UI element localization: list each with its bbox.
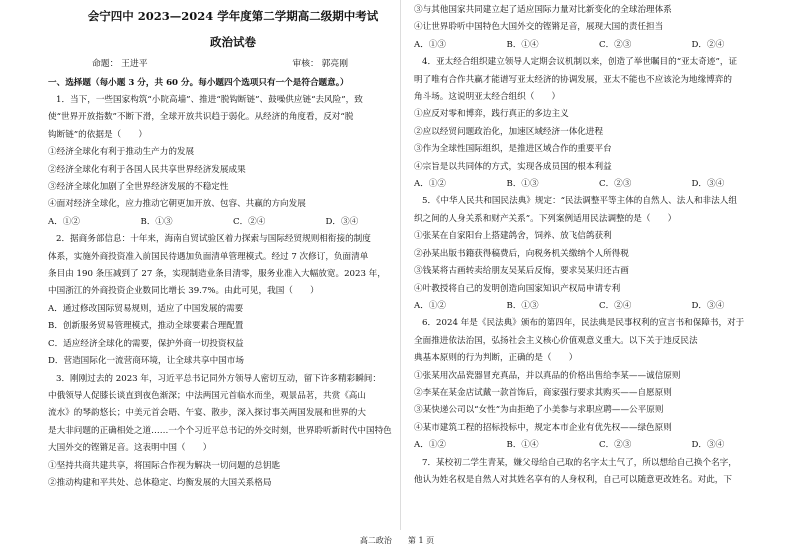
q5-item: ①张某在自家阳台上搭建鸽舍，饲养、放飞信鸽获利 <box>414 231 612 242</box>
question-3 <box>48 371 418 493</box>
q3-stem-line: 3．刚刚过去的 2023 年，习近平总书记同外方领导人密切互动，留下许多精彩瞬间： <box>56 373 381 384</box>
q1-option-c: C．②④ <box>233 216 266 227</box>
q2-option-b: B．创新服务贸易管理模式，推动全球要素合理配置 <box>48 321 244 332</box>
q4-stem-line: 明了唯有合作共赢才能谱写亚太经济的协调发展，亚太不能也不应该沦为地缘博弈的 <box>414 74 732 85</box>
q6-item: ①张某用次品瓷器冒充真品，并以真品的价格出售给李某——诚信原则 <box>414 370 681 381</box>
q4-stem-line: 角斗场。这说明亚太经合组织（ ） <box>414 92 561 103</box>
q6-option-d: D．③④ <box>691 440 725 451</box>
q4-item: ②应以经贸问题政治化，加速区域经济一体化进程 <box>414 126 604 137</box>
q5-option-a: A．①② <box>414 300 446 311</box>
question-7 <box>414 455 784 490</box>
q6-options <box>414 437 784 454</box>
q3-item: ①坚持共商共建共享，将国际合作视为解决一切问题的总钥匙 <box>48 460 281 471</box>
q4-item: ①应反对零和博弈，践行真正的多边主义 <box>414 109 569 120</box>
q3-item: ④让世界聆听中国特色大国外交的铿锵足音，展现大国的责任担当 <box>414 22 664 33</box>
q4-stem-line: 4．亚太经合组织建立领导人定期会议机制以来，创造了举世瞩目的“亚太奇迹”，证 <box>422 57 738 68</box>
q6-option-c: C．②③ <box>599 440 632 451</box>
q4-item: ④宗旨是以共同体的方式，实现各成员国的根本利益 <box>414 161 612 172</box>
section-heading: 一、选择题（每小题 3 分，共 60 分。每小题四个选项只有一个是符合题意。） <box>48 78 349 88</box>
exam-subtitle: 政治试卷 <box>210 35 256 49</box>
question-1 <box>48 92 418 231</box>
q5-option-c: C．②④ <box>599 300 632 311</box>
q6-stem-line: 全面推进依法治国，弘扬社会主义核心价值观意义重大。以下关于违反民法 <box>414 335 698 346</box>
q5-item: ②孙某出版书籍获得稿费后，向税务机关缴纳个人所得税 <box>414 248 629 259</box>
q5-option-b: B．①③ <box>506 300 539 311</box>
q4-option-a: A．①② <box>414 179 446 190</box>
q3-options <box>414 37 784 54</box>
q1-option-b: B．①③ <box>140 216 173 227</box>
q3-item: ②推动构建和平共处、总体稳定、均衡发展的大国关系格局 <box>48 477 272 488</box>
q3-option-b: B．①④ <box>506 39 539 50</box>
q6-stem-line: 6．2024 年是《民法典》颁布的第四年，民法典是民事权利的宣言书和保障书，对于 <box>422 318 745 329</box>
question-6 <box>414 315 784 454</box>
q4-option-b: B．①③ <box>506 179 539 190</box>
page-footer: 高二政治 第 1 页 <box>359 536 435 545</box>
q2-option-d: D．营造国际化一流营商环境，让全球共享中国市场 <box>48 356 244 367</box>
author: 命题： 王进平 <box>92 59 148 69</box>
q2-stem-line: 2．据商务部信息：十年来，海南自贸试验区着力探索与国际经贸规则相衔接的制度 <box>56 234 371 245</box>
q6-stem-line: 典基本原则的行为判断，正确的是（ ） <box>414 353 578 364</box>
q5-options <box>414 298 784 315</box>
q7-stem-line: 他认为姓名权是自然人对其姓名享有的人身权利，自己可以随意更改姓名。对此，下 <box>414 474 732 485</box>
left-column <box>48 0 418 492</box>
q3-option-c: C．②③ <box>599 39 632 50</box>
q2-option-a: A．通过修改国际贸易规则，适应了中国发展的需要 <box>48 303 244 314</box>
q7-stem-line: 7．某校初二学生青某，嫌父母给自己取的名字太土气了，所以想给自己换个名字， <box>422 457 737 468</box>
question-2 <box>48 231 418 370</box>
q6-item: ②李某在某金店试戴一款首饰后，商家强行要求其购买——自愿原则 <box>414 387 672 398</box>
question-5 <box>414 193 784 315</box>
q1-option-d: D．③④ <box>325 216 359 227</box>
q3-stem-line: 大国外交的铿锵足音。这表明中国（ ） <box>48 443 212 454</box>
q3-stem-line: 流水》的琴韵悠长；中美元首会晤、午宴、散步，深入探讨事关两国发展和世界的大 <box>48 408 366 419</box>
q1-options <box>48 214 418 231</box>
q2-stem-line: 条目由 190 条压减到了 27 条，实现制造业条目清零，服务业准入大幅放宽。2023 年， <box>48 269 386 280</box>
q3-item: ③与其他国家共同建立起了适应国际力量对比新变化的全球治理体系 <box>414 5 672 15</box>
q1-option-a: A．①② <box>48 216 80 227</box>
q3-option-a: A．①③ <box>414 39 446 50</box>
q1-item: ④面对经济全球化，应力推动它朝更加开放、包容、共赢的方向发展 <box>48 199 306 210</box>
q3-stem-line: 中俄领导人促膝长谈直到夜色渐深；中法两国元首临水而坐，观景品茗，共赏《高山 <box>48 390 366 401</box>
q2-stem-line: 体系，实施外商投资准入前国民待遇加负面清单管理模式。经过 7 次修订，负面清单 <box>48 251 369 262</box>
q4-option-c: C．②③ <box>599 179 632 190</box>
exam-title: 会宁四中 2023—2024 学年度第二学期高二级期中考试 <box>87 9 379 23</box>
reviewer: 审核： 郭亮刚 <box>292 59 348 69</box>
q5-option-d: D．③④ <box>691 300 725 311</box>
q5-item: ④叶教授将自己的发明创造向国家知识产权局申请专利 <box>414 283 621 294</box>
q5-item: ③钱某将古画转卖给朋友吴某后反悔，要求吴某归还古画 <box>414 266 629 277</box>
q5-stem-line: 5．《中华人民共和国民法典》规定：“民法调整平等主体的自然人、法人和非法人组 <box>422 196 737 207</box>
q1-item: ②经济全球化有利于各国人民共享世界经济发展成果 <box>48 164 246 175</box>
q5-stem-line: 织之间的人身关系和财产关系”。下列案例适用民法调整的是（ ） <box>414 213 677 224</box>
q6-option-b: B．①④ <box>506 440 539 451</box>
q1-stem-line: 1．当下，一些国家构筑“小院高墙”、推进“脱钩断链”、鼓噪供应链“去风险”，致 <box>56 95 363 105</box>
q6-item: ④某市建筑工程的招标投标中，规定本市企业有优先权——绿色原则 <box>414 422 672 433</box>
q1-stem-line: 使“世界开放指数”不断下滑，全球开放共识趋于弱化。从经济的角度看，反对“脱 <box>48 112 354 123</box>
q4-option-d: D．③④ <box>691 179 725 190</box>
q4-options <box>414 176 784 193</box>
q1-item: ①经济全球化有利于推动生产力的发展 <box>48 147 195 158</box>
q3-stem-line: 是大非问题的正确相处之道……一个个习近平总书记的外交时刻，世界聆听新时代中国特色 <box>48 425 392 436</box>
right-column <box>414 2 784 489</box>
q2-option-c: C．适应经济全球化的需要，保护外商一切投资权益 <box>48 338 244 349</box>
question-4 <box>414 54 784 193</box>
authors-line <box>48 55 418 73</box>
q2-stem-line: 中国浙江的外商投资企业数同比增长 39.7%。由此可见，我国（ ） <box>48 286 319 297</box>
q6-item: ③某快递公司以“女性”为由拒绝了小美参与求职应聘——公平原则 <box>414 405 664 416</box>
q4-item: ③作为全球性国际组织，是推进区域合作的重要平台 <box>414 144 612 155</box>
q3-option-d: D．②④ <box>691 39 725 50</box>
q1-stem-line: 钩断链”的依据是（ ） <box>48 129 147 140</box>
q6-option-a: A．①② <box>414 440 446 451</box>
q1-item: ③经济全球化加剧了全世界经济发展的不稳定性 <box>48 182 229 193</box>
